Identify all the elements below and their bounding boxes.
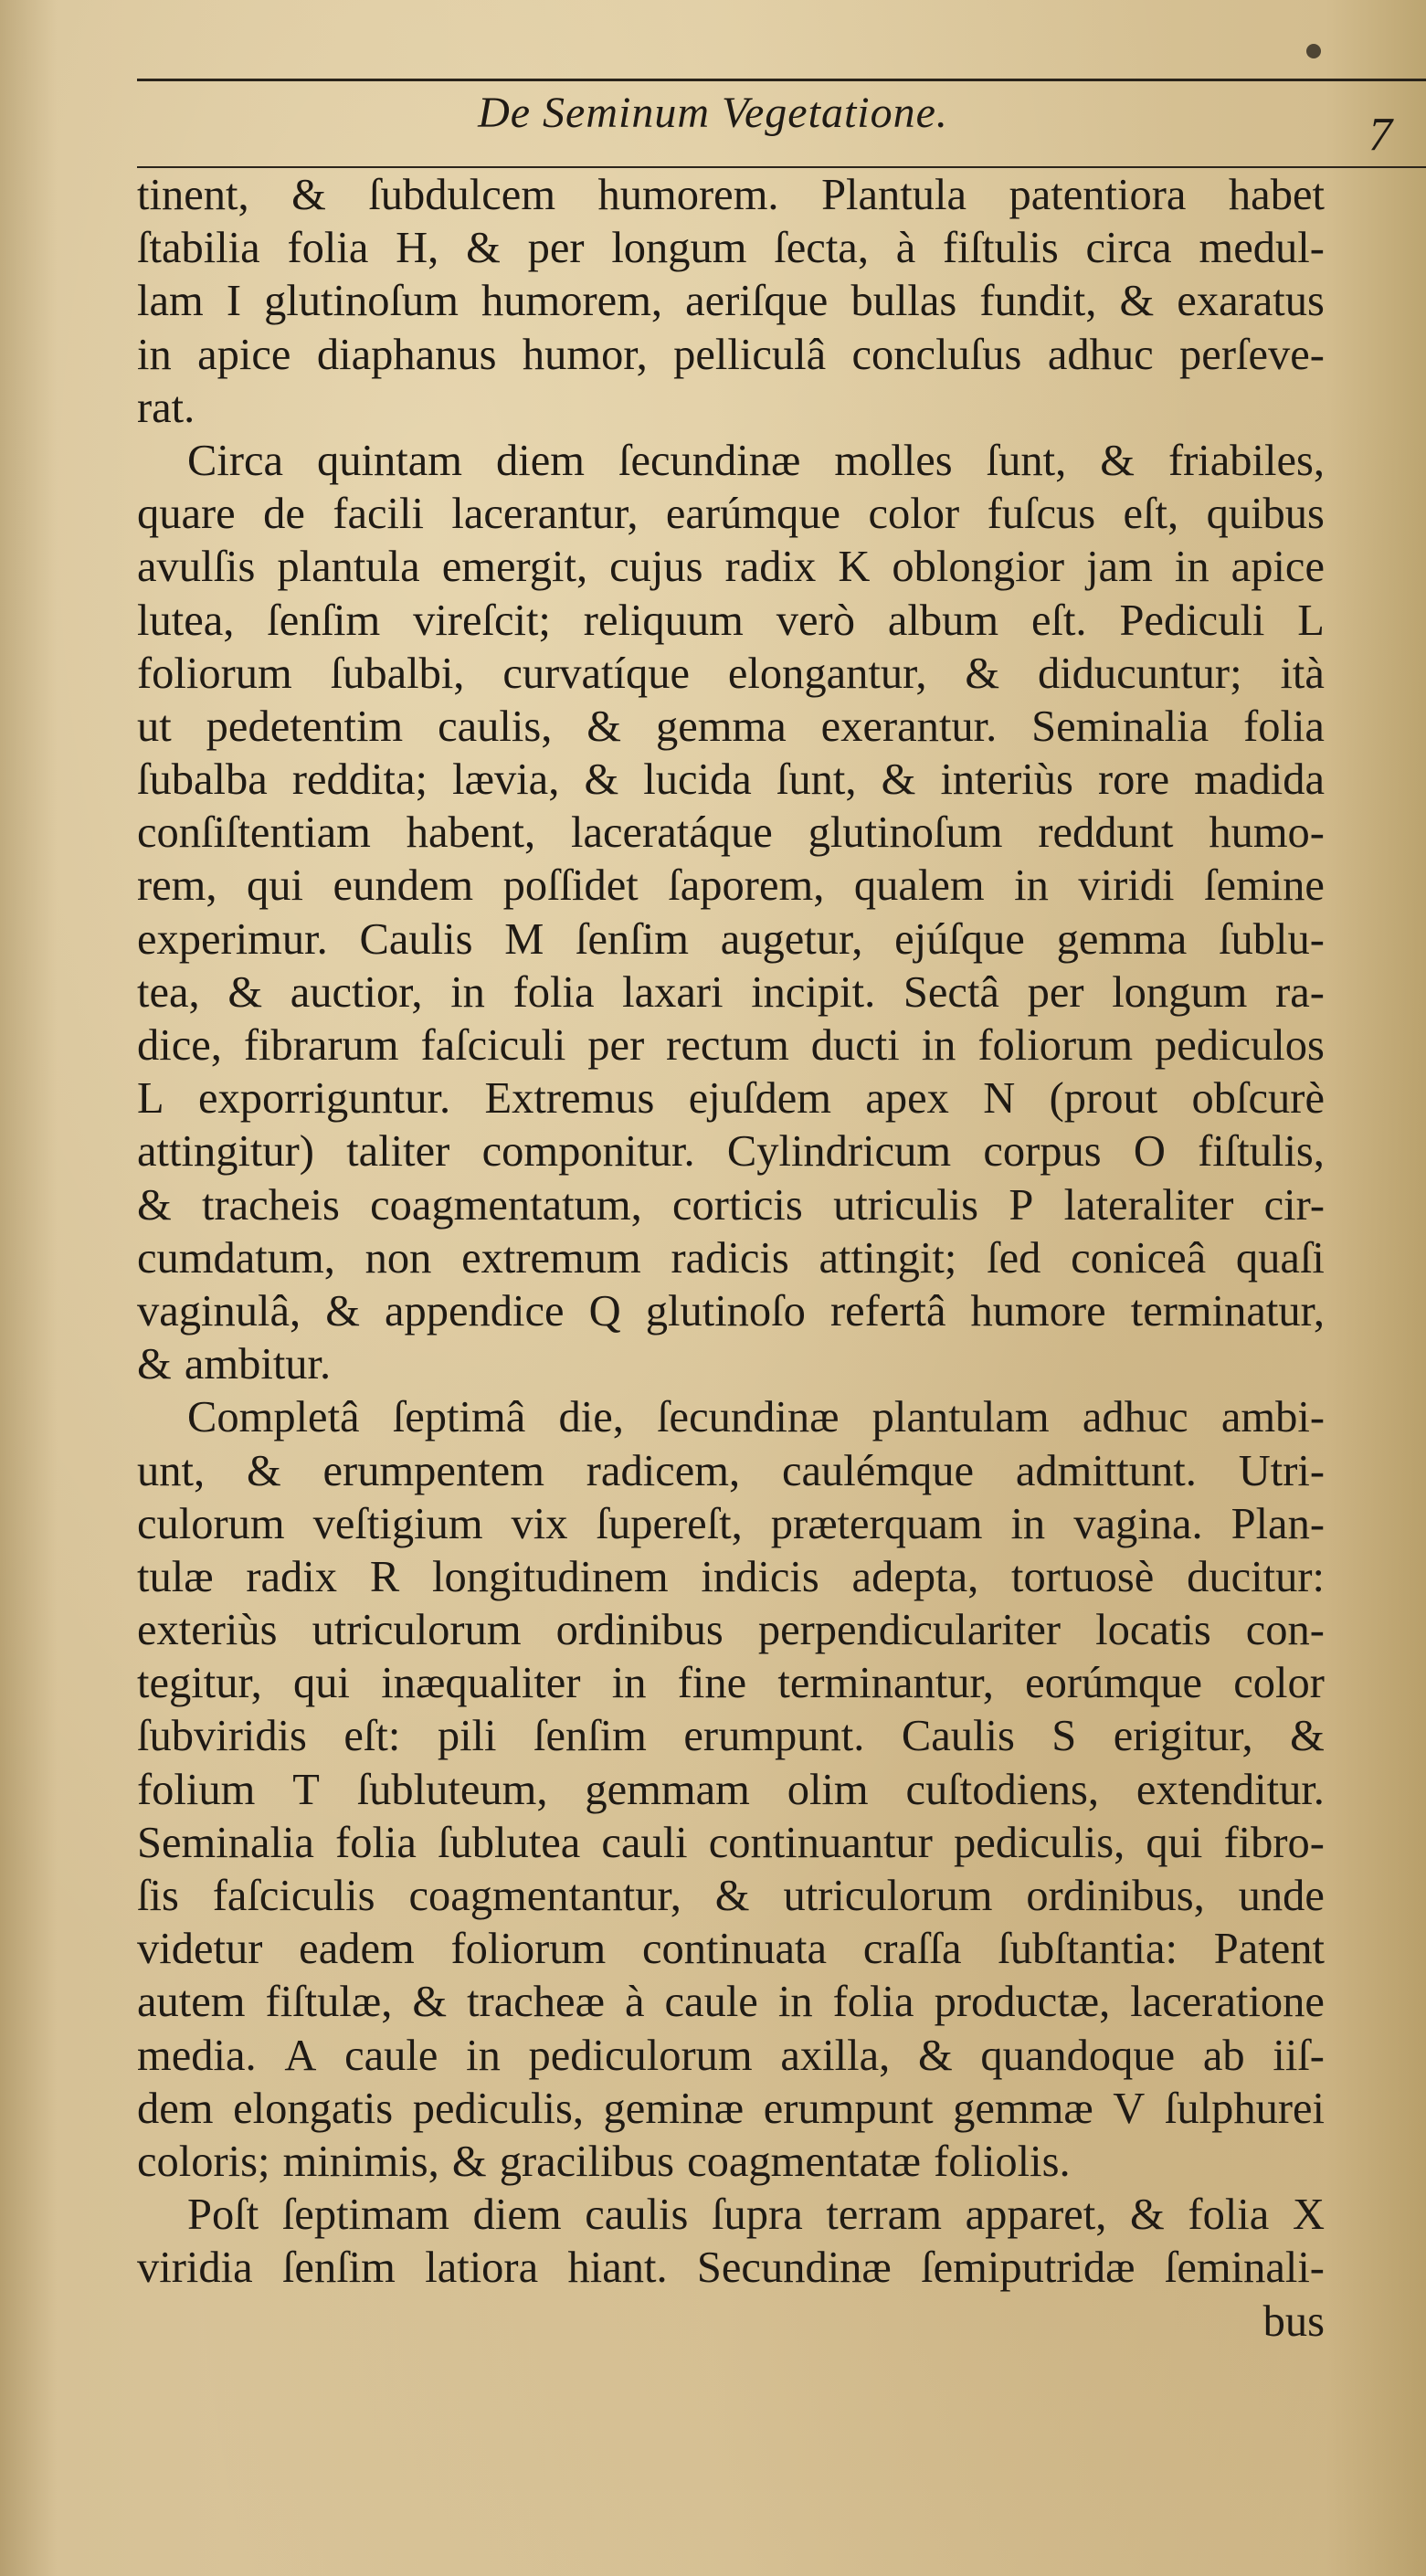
text-line: unt, & erumpentem radicem, caulémque admittunt. Utri-: [137, 1446, 1325, 1495]
text-line: quare de facili lacerantur, earúmque color fuſcus eſt, quibus: [137, 490, 1325, 539]
running-head: De Seminum Vegetatione.: [478, 89, 948, 137]
text-line: vaginulâ, & appendice Q glutinoſo refertâ humore terminatur,: [137, 1286, 1325, 1336]
text-line: tegitur, qui inæqualiter in fine terminantur, eorúmque color: [137, 1659, 1325, 1708]
text-line: attingitur) taliter componitur. Cylindricum corpus O fiſtulis,: [137, 1127, 1325, 1177]
text-line: dice, fibrarum faſciculi per rectum ducti in foliorum pediculos: [137, 1021, 1325, 1070]
text-line: ſubviridis eſt: pili ſenſim erumpunt. Caulis S erigitur, &: [137, 1712, 1325, 1761]
text-line: rem, qui eundem poſſidet ſaporem, qualem in viridi ſemine: [137, 861, 1325, 911]
text-line: bus: [1262, 2296, 1325, 2346]
text-line: Completâ ſeptimâ die, ſecundinæ plantulam adhuc ambi-: [187, 1393, 1325, 1442]
text-line: tinent, & ſubdulcem humorem. Plantula patentiora habet: [137, 171, 1325, 219]
ink-speck: [1306, 44, 1321, 58]
text-line: tulæ radix R longitudinem indicis adepta, tortuosè ducitur:: [137, 1552, 1325, 1601]
text-line: coloris; minimis, & gracilibus coagmentatæ foliolis.: [137, 2137, 1071, 2186]
text-line: conſiſtentiam habent, laceratáque glutinoſum reddunt humo-: [137, 808, 1325, 858]
text-line: & ambitur.: [137, 1340, 332, 1389]
header-rule-bottom: [137, 166, 1426, 168]
body-text: [137, 169, 1325, 2349]
text-line: viridia ſenſim latiora hiant. Secundinæ ſemiputridæ ſeminali-: [137, 2243, 1325, 2293]
text-line: Seminalia folia ſublutea cauli continuantur pediculis, qui fibro-: [137, 1818, 1325, 1867]
text-line: ut pedetentim caulis, & gemma exerantur. Seminalia folia: [137, 702, 1325, 751]
text-line: L exporriguntur. Extremus ejuſdem apex N (prout obſcurè: [137, 1074, 1325, 1124]
text-line: ſtabilia folia H, & per longum ſecta, à fiſtulis circa medul-: [137, 224, 1325, 273]
text-line: avulſis plantula emergit, cujus radix K oblongior jam in apice: [137, 543, 1325, 592]
text-line: ſubalba reddita; lævia, & lucida ſunt, & interiùs rore madida: [137, 755, 1325, 805]
text-line: autem fiſtulæ, & tracheæ à caule in folia productæ, laceratione: [137, 1978, 1325, 2027]
text-line: rat.: [137, 383, 195, 432]
text-line: culorum veſtigium vix ſupereſt, præterquam in vagina. Plan-: [137, 1499, 1325, 1548]
text-line: foliorum ſubalbi, curvatíque elongantur, & diducuntur; ità: [137, 649, 1325, 698]
text-line: lam I glutinoſum humorem, aeriſque bullas fundit, & exaratus: [137, 277, 1325, 326]
text-line: lutea, ſenſim vireſcit; reliquum verò album eſt. Pediculi L: [137, 596, 1325, 645]
text-line: ſis faſciculis coagmentantur, & utriculorum ordinibus, unde: [137, 1872, 1325, 1920]
text-line: videtur eadem foliorum continuata craſſa ſubſtantia: Patent: [137, 1925, 1325, 1974]
text-line: Poſt ſeptimam diem caulis ſupra terram apparet, & folia X: [187, 2191, 1325, 2240]
text-line: dem elongatis pediculis, geminæ erumpunt gemmæ V ſulphurei: [137, 2084, 1325, 2133]
page-number: 7: [1368, 109, 1392, 161]
text-line: experimur. Caulis M ſenſim augetur, ejúſque gemma ſublu-: [137, 914, 1325, 964]
text-line: cumdatum, non extremum radicis attingit; ſed coniceâ quaſi: [137, 1233, 1325, 1283]
text-line: media. A caule in pediculorum axilla, & quandoque ab iiſ-: [137, 2031, 1325, 2080]
text-line: in apice diaphanus humor, pelliculâ concluſus adhuc perſeve-: [137, 330, 1325, 379]
text-line: exteriùs utriculorum ordinibus perpendiculariter locatis con-: [137, 1606, 1325, 1655]
text-line: folium T ſubluteum, gemmam olim cuſtodiens, extenditur.: [137, 1765, 1325, 1814]
header-rule-top: [137, 79, 1426, 81]
text-line: & tracheis coagmentatum, corticis utriculis P lateraliter cir-: [137, 1180, 1325, 1230]
text-line: tea, & auctior, in folia laxari incipit. Sectâ per longum ra-: [137, 967, 1325, 1017]
text-line: Circa quintam diem ſecundinæ molles ſunt, & friabiles,: [187, 436, 1325, 485]
